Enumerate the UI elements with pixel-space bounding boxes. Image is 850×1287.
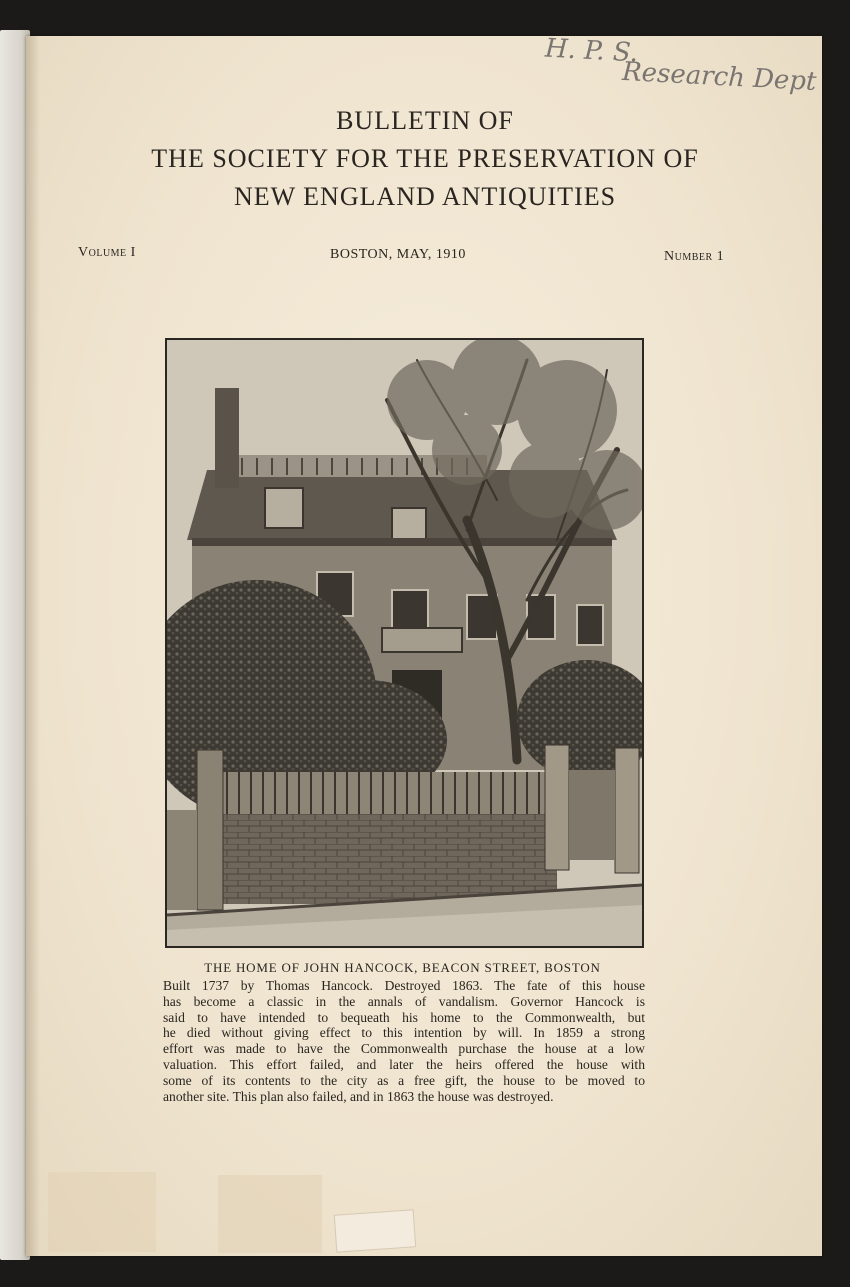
caption-line: said to have intended to bequeath his home to the Commonwealth, but: [163, 1009, 645, 1025]
masthead-line-1: BULLETIN OF: [336, 106, 514, 135]
caption-line: effort was made to have the Commonwealth purchase the house at a low: [163, 1041, 645, 1057]
masthead-line-2: THE SOCIETY FOR THE PRESERVATION OF: [151, 144, 699, 173]
dateline: BOSTON, MAY, 1910: [330, 247, 466, 262]
issue-number: Number 1: [664, 249, 725, 264]
paper-stain: [48, 1172, 156, 1252]
caption-line: he died without giving effect to this intention by will. In 1859 a strong: [163, 1025, 645, 1041]
handwritten-note-dept: Research Dept: [621, 56, 818, 98]
caption-title: THE HOME OF JOHN HANCOCK, BEACON STREET, BOSTON: [204, 960, 601, 975]
caption-line: valuation. This effort failed, and later the heirs offered the house with: [163, 1056, 645, 1072]
caption-line: has become a classic in the annals of vandalism. Governor Hancock is: [163, 993, 645, 1009]
masthead-line-3: NEW ENGLAND ANTIQUITIES: [233, 182, 617, 211]
caption-line: Built 1737 by Thomas Hancock. Destroyed 1863. The fate of this house: [163, 978, 645, 993]
caption-line: another site. This plan also failed, and in 1863 the house was destroyed.: [163, 1088, 554, 1104]
caption-body: [163, 978, 645, 1104]
paper-stain: [218, 1175, 322, 1253]
paper-tear: [334, 1209, 416, 1252]
page-binding-shadow: [26, 36, 40, 1256]
volume-label: Volume I: [78, 245, 136, 260]
caption-line: some of its contents to the city as a free gift, the house to be moved to: [163, 1072, 645, 1088]
handwritten-note-initials: H. P. S.: [544, 33, 639, 69]
house-photograph-icon: [165, 338, 644, 948]
